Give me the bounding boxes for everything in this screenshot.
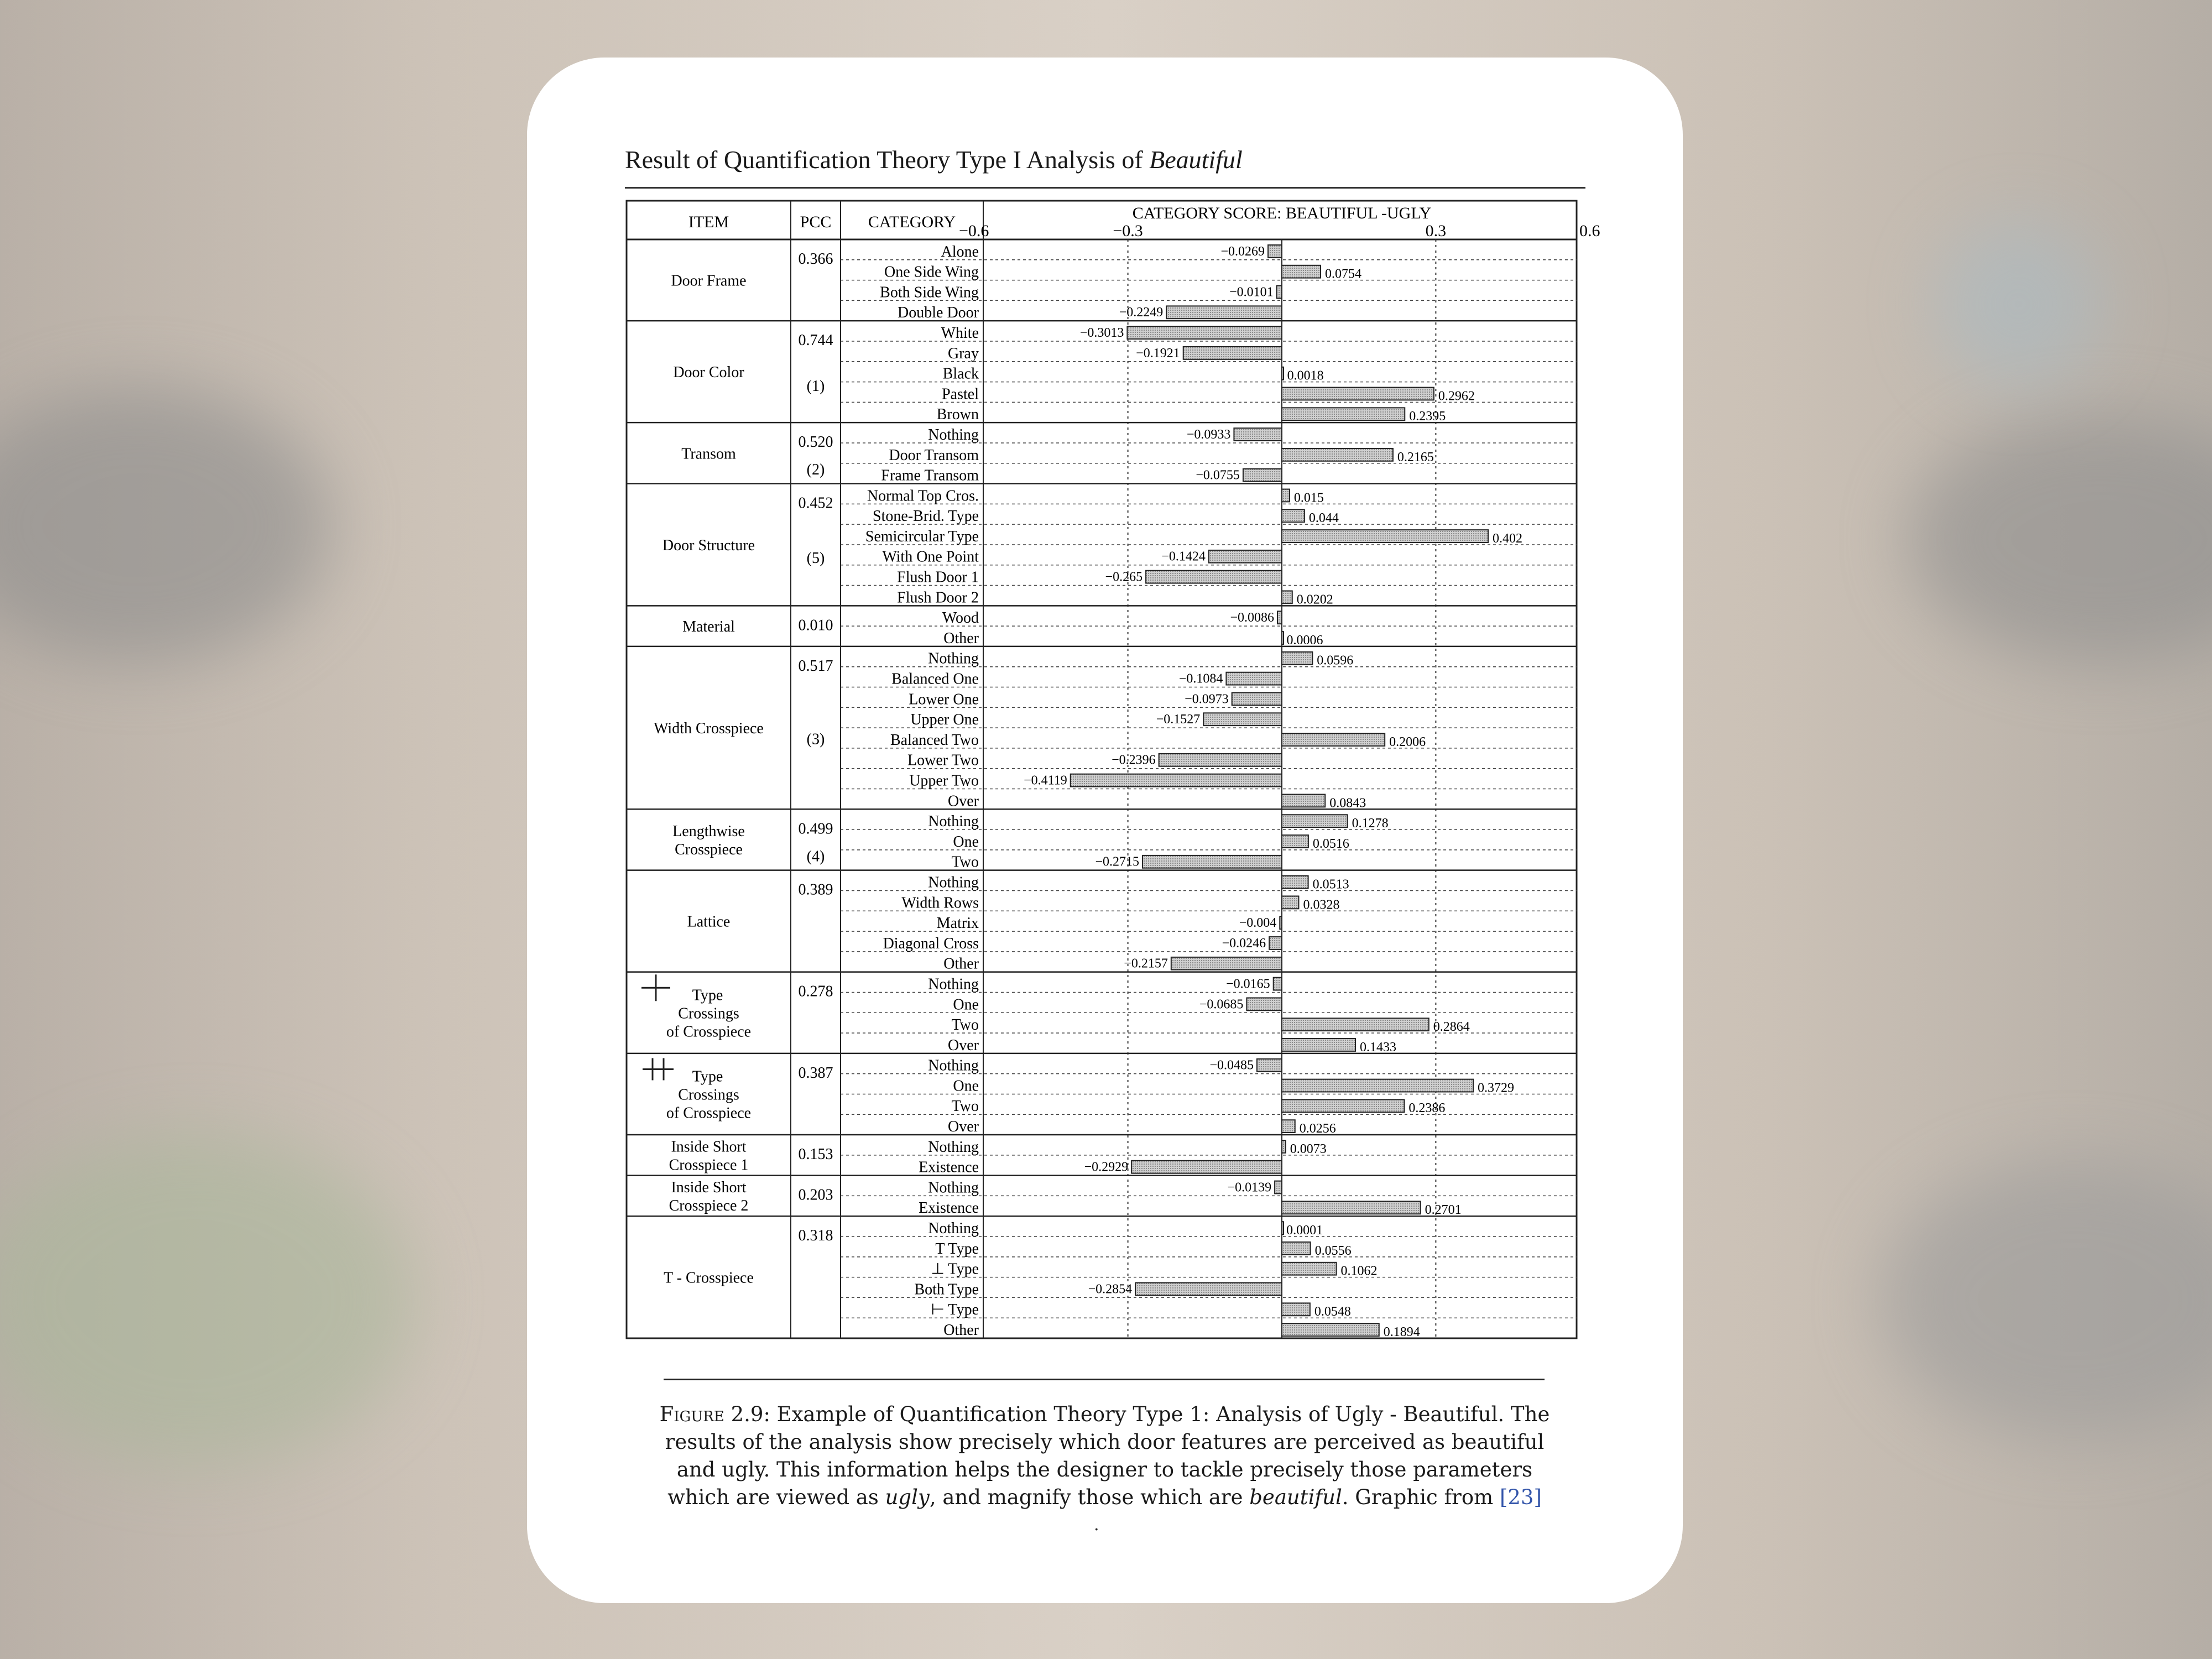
score-label: 0.0596 [1317, 653, 1354, 668]
header-category: CATEGORY [868, 213, 956, 231]
category-label: Balanced Two [890, 731, 979, 749]
score-label: 0.0843 [1329, 796, 1366, 811]
category-label: Two [951, 1098, 979, 1115]
score-bar [1280, 916, 1282, 929]
score-label: −0.0139 [1227, 1180, 1272, 1195]
item-label: Lengthwise [672, 822, 745, 840]
score-label: −0.2249 [1119, 305, 1164, 320]
score-bar [1282, 1242, 1311, 1255]
score-bar [1183, 347, 1282, 359]
score-bar [1282, 509, 1305, 522]
pcc-value: 0.499 [798, 820, 833, 838]
score-bar [1282, 530, 1488, 542]
score-label: 0.1894 [1383, 1325, 1420, 1339]
category-label: Upper One [910, 711, 979, 729]
category-label: Nothing [928, 813, 979, 831]
item-label: of Crosspiece [666, 1104, 752, 1122]
score-bar [1282, 1018, 1429, 1031]
score-bar [1159, 754, 1282, 766]
score-bar [1282, 652, 1312, 665]
category-label: Frame Transom [881, 467, 979, 484]
category-label: White [941, 324, 979, 342]
score-label: −0.0101 [1229, 285, 1274, 300]
score-label: 0.015 [1293, 491, 1324, 505]
score-label: −0.1527 [1156, 712, 1201, 727]
score-label: −0.1084 [1178, 671, 1223, 686]
category-label: Two [951, 853, 979, 871]
pcc-value: 0.153 [798, 1146, 833, 1164]
category-label: Balanced One [891, 670, 979, 688]
item-label: Type [692, 1068, 723, 1086]
score-bar [1243, 469, 1282, 482]
score-label: 0.2395 [1409, 409, 1446, 424]
item-label: Lattice [687, 913, 731, 931]
score-bar [1282, 408, 1405, 420]
score-label: −0.0246 [1222, 936, 1266, 951]
score-label: −0.2396 [1112, 753, 1156, 768]
category-label: Other [943, 1322, 979, 1339]
pcc-value: 0.517 [798, 657, 833, 675]
category-label: Upper Two [909, 772, 979, 790]
reference-link[interactable]: [23] [1499, 1485, 1542, 1509]
score-bar [1257, 1059, 1282, 1072]
category-label: Nothing [928, 1179, 979, 1197]
pcc-value: 0.520 [798, 434, 833, 451]
header-pcc: PCC [800, 213, 832, 231]
item-label: Inside Short [671, 1138, 747, 1156]
score-bar [1282, 1039, 1355, 1051]
category-label: Other [943, 629, 979, 647]
category-label: Both Type [914, 1281, 979, 1298]
pcc-value: 0.389 [798, 881, 833, 899]
figure-label: Figure 2.9: [659, 1402, 770, 1426]
category-label: Flush Door 1 [897, 568, 979, 586]
x-tick-label: −0.3 [1113, 222, 1143, 240]
x-tick-label: 0.3 [1425, 222, 1447, 240]
score-bar [1277, 611, 1282, 624]
item-label: of Crosspiece [666, 1023, 752, 1041]
score-bar [1282, 815, 1348, 827]
score-bar [1282, 265, 1321, 278]
item-label: Door Structure [662, 536, 755, 554]
score-label: −0.2715 [1095, 854, 1140, 869]
score-label: 0.2006 [1389, 734, 1426, 749]
category-label: One [953, 1077, 979, 1095]
category-label: Gray [948, 345, 979, 362]
category-label: Brown [936, 406, 979, 424]
category-label: Alone [941, 243, 979, 260]
score-label: −0.1921 [1136, 346, 1180, 361]
category-label: Diagonal Cross [883, 935, 979, 952]
category-label: Double Door [898, 304, 979, 322]
category-label: Nothing [928, 1057, 979, 1074]
score-bar [1071, 774, 1282, 787]
item-label: Crossings [678, 1005, 739, 1022]
score-label: −0.2157 [1124, 956, 1168, 971]
score-bar [1282, 388, 1434, 400]
score-bar [1282, 1099, 1404, 1112]
score-label: −0.0933 [1186, 427, 1231, 442]
category-label: Two [951, 1016, 979, 1034]
score-bar [1234, 428, 1282, 441]
item-label: Inside Short [671, 1178, 747, 1196]
score-label: −0.2854 [1088, 1282, 1133, 1297]
item-label: Crosspiece 2 [669, 1197, 749, 1214]
score-label: 0.2864 [1433, 1020, 1470, 1035]
score-label: 0.0513 [1312, 877, 1349, 892]
score-bar [1282, 794, 1325, 807]
score-label: −0.0269 [1220, 244, 1265, 259]
pcc-value: 0.203 [798, 1186, 833, 1204]
item-label: Width Crosspiece [654, 720, 764, 738]
pcc-value: 0.318 [798, 1227, 833, 1245]
pcc-rank: (1) [806, 377, 825, 395]
score-label: 0.1433 [1359, 1040, 1396, 1055]
figure-caption: Figure 2.9: Example of Quantification Theory Type 1: Analysis of Ugly - Beautiful. The results of the analysis show precisely which door features are perceived as beautiful and ugly. This information helps the designer to tackle precisely those parameters which are viewed as ugly, and magnify those which are beautiful. Graphic from [23] [659, 1402, 1550, 1509]
category-label: One [953, 833, 979, 851]
pcc-rank: (3) [806, 731, 825, 748]
score-bar [1282, 1262, 1337, 1275]
category-label: Both Side Wing [880, 284, 979, 301]
score-bar [1131, 1161, 1282, 1173]
score-bar [1274, 978, 1282, 990]
score-label: 0.0202 [1296, 592, 1333, 607]
score-bar [1275, 1181, 1282, 1194]
score-label: 0.0073 [1290, 1141, 1327, 1156]
pcc-value: 0.452 [798, 494, 833, 512]
score-label: 0.0548 [1314, 1305, 1351, 1319]
category-label: With One Point [882, 548, 979, 566]
category-label: One Side Wing [884, 263, 979, 281]
score-label: 0.2962 [1438, 389, 1475, 404]
score-label: −0.0973 [1185, 692, 1229, 707]
score-label: 0.2701 [1425, 1203, 1462, 1218]
item-label: Door Color [673, 364, 744, 382]
pcc-rank: (4) [806, 848, 825, 865]
category-label: Nothing [928, 650, 979, 667]
category-label: Over [948, 792, 979, 810]
category-label: Stone-Brid. Type [873, 508, 979, 525]
category-label: Normal Top Cros. [867, 487, 979, 505]
category-label: Over [948, 1036, 979, 1054]
category-label: Wood [942, 609, 979, 627]
score-label: 0.0001 [1286, 1223, 1323, 1238]
pcc-value: 0.010 [798, 617, 833, 634]
score-bar [1282, 448, 1393, 461]
pcc-rank: (2) [806, 461, 825, 479]
pcc-value: 0.387 [798, 1064, 833, 1082]
category-label: Nothing [928, 426, 979, 444]
score-bar [1282, 896, 1298, 909]
score-bar [1282, 1323, 1379, 1336]
score-bar [1282, 1303, 1310, 1316]
score-label: −0.004 [1239, 916, 1277, 931]
score-label: −0.0086 [1230, 611, 1275, 625]
score-label: −0.0485 [1209, 1058, 1254, 1073]
pcc-value: 0.278 [798, 983, 833, 1000]
x-tick-label: 0.6 [1579, 222, 1600, 240]
score-label: 0.402 [1493, 531, 1523, 546]
score-label: 0.0328 [1303, 898, 1340, 912]
category-label: Existence [919, 1159, 979, 1176]
category-label: Black [942, 365, 979, 383]
score-bar [1282, 876, 1308, 889]
item-label: Type [692, 987, 723, 1004]
item-label: Material [682, 618, 735, 636]
score-label: 0.0754 [1324, 267, 1361, 281]
category-label: Pastel [942, 385, 979, 403]
score-bar [1282, 489, 1290, 502]
score-bar [1282, 1079, 1473, 1092]
item-label: Crosspiece [675, 841, 743, 858]
score-label: −0.0685 [1199, 997, 1244, 1012]
score-bar [1282, 1120, 1295, 1133]
score-label: 0.3729 [1478, 1081, 1515, 1095]
score-bar [1232, 693, 1282, 706]
category-label: Other [943, 955, 979, 973]
caption-trailing-dot: . [1094, 1515, 1099, 1535]
score-label: −0.2929 [1084, 1160, 1129, 1175]
score-bar [1277, 286, 1282, 299]
item-label: Transom [681, 445, 736, 463]
category-label: Lower Two [907, 752, 979, 769]
score-label: 0.2165 [1397, 450, 1434, 465]
score-bar [1226, 672, 1282, 685]
category-label: Lower One [909, 691, 979, 708]
score-bar [1142, 855, 1282, 868]
score-bar [1282, 1222, 1284, 1234]
category-label: Nothing [928, 975, 979, 993]
category-label: Flush Door 2 [897, 589, 979, 607]
pcc-rank: (5) [806, 549, 825, 567]
score-label: 0.0516 [1312, 836, 1349, 851]
score-bar [1282, 835, 1308, 848]
score-bar [1282, 1201, 1421, 1214]
score-label: 0.0006 [1286, 633, 1323, 648]
item-label: Crossings [678, 1086, 739, 1104]
item-label: T - Crosspiece [664, 1269, 754, 1287]
caption-rule [664, 1379, 1545, 1380]
score-bar [1171, 957, 1282, 970]
score-bar [1282, 591, 1292, 604]
category-label: Nothing [928, 1138, 979, 1156]
category-label: Existence [919, 1199, 979, 1217]
x-tick-label: −0.6 [958, 222, 989, 240]
category-label: ⊢ Type [931, 1301, 979, 1319]
score-label: −0.0755 [1196, 468, 1240, 483]
category-label: Nothing [928, 1220, 979, 1238]
category-label: Matrix [936, 915, 979, 932]
table-title: Result of Quantification Theory Type I Analysis of Beautiful [625, 145, 1243, 174]
score-bar [1282, 1140, 1286, 1153]
category-label: Semicircular Type [865, 528, 979, 545]
category-label: Over [948, 1118, 979, 1136]
item-label: Door Frame [671, 272, 747, 290]
score-bar [1166, 306, 1282, 319]
score-label: −0.4119 [1024, 773, 1067, 788]
score-label: −0.0165 [1226, 977, 1270, 992]
score-label: −0.1424 [1161, 549, 1206, 564]
score-bar [1209, 550, 1282, 563]
category-label: Width Rows [901, 894, 979, 912]
score-bar [1268, 245, 1282, 258]
header-item: ITEM [688, 213, 729, 231]
score-bar [1282, 367, 1284, 380]
score-label: 0.1062 [1340, 1264, 1378, 1279]
score-label: 0.0018 [1287, 368, 1324, 383]
category-label: One [953, 996, 979, 1014]
pcc-value: 0.366 [798, 251, 833, 268]
category-label: ⊥ Type [931, 1260, 979, 1278]
score-label: 0.2386 [1408, 1101, 1446, 1116]
chart-title: CATEGORY SCORE: BEAUTIFUL -UGLY [1132, 204, 1432, 222]
item-label: Crosspiece 1 [669, 1156, 749, 1174]
category-label: T Type [935, 1240, 979, 1258]
score-bar [1203, 713, 1282, 726]
score-bar [1269, 937, 1282, 950]
score-bar [1246, 998, 1282, 1010]
score-bar [1282, 632, 1284, 644]
score-bar [1135, 1283, 1282, 1296]
category-label: Nothing [928, 874, 979, 891]
score-label: 0.1278 [1352, 816, 1389, 831]
score-bar [1146, 571, 1282, 583]
score-bar [1282, 733, 1385, 746]
score-bar [1127, 326, 1282, 339]
category-label: Door Transom [889, 446, 979, 464]
score-label: 0.0556 [1314, 1243, 1352, 1258]
score-label: 0.0256 [1299, 1121, 1336, 1136]
score-label: −0.265 [1105, 570, 1143, 585]
pcc-value: 0.744 [798, 332, 833, 349]
score-label: 0.044 [1308, 511, 1339, 526]
score-label: −0.3013 [1079, 325, 1124, 340]
